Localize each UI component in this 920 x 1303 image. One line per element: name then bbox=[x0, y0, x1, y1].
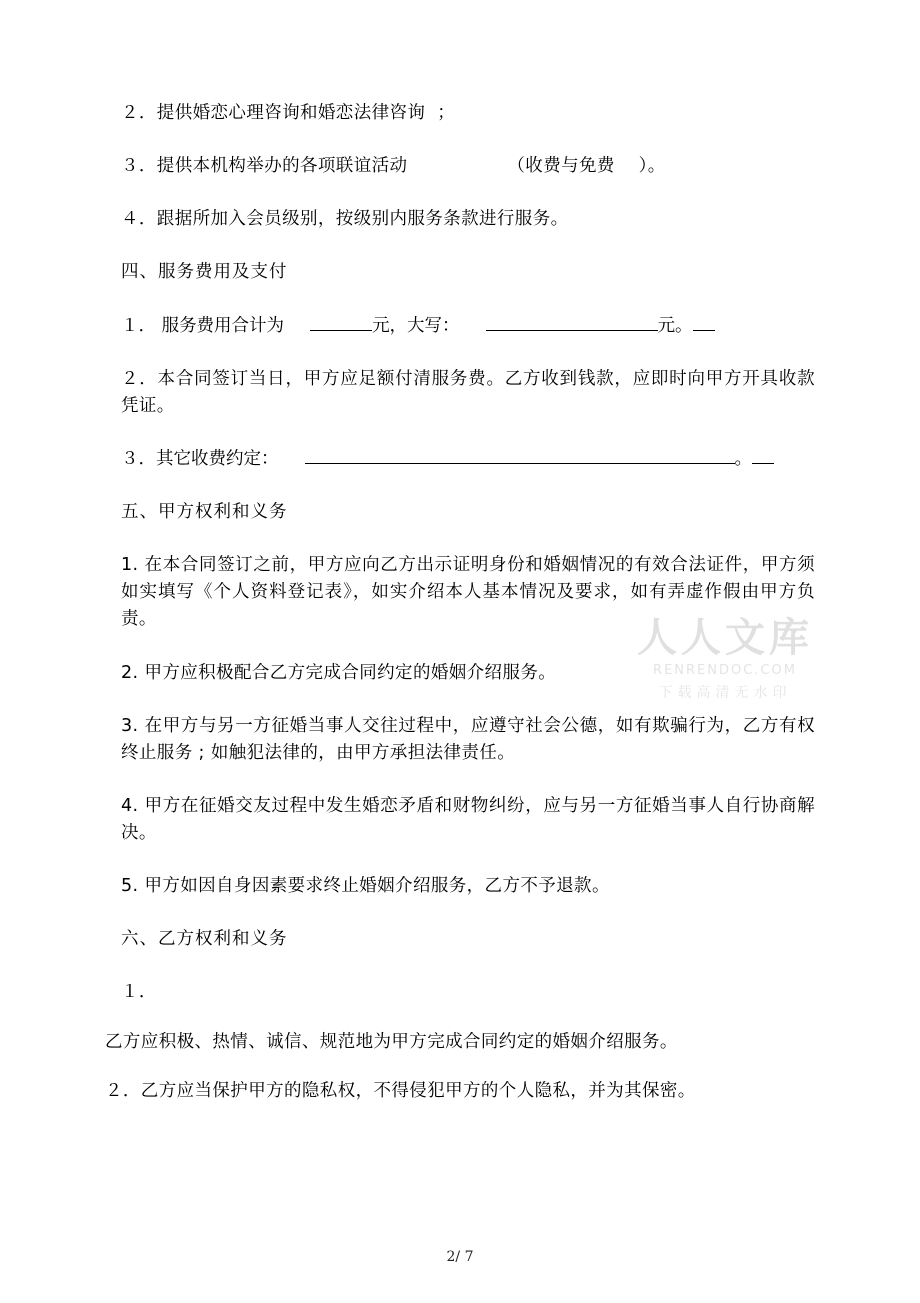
paragraph-party-b-2: ２．乙方应当保护甲方的隐私权，不得侵犯甲方的个人隐私，并为其保密。 bbox=[105, 1080, 696, 1101]
paragraph-item-4-service: ４．跟据所加入会员级别，按级别内服务条款进行服务。 bbox=[121, 209, 569, 230]
section-five-heading: 五、甲方权利和义务 bbox=[121, 502, 288, 522]
fee-line-prefix: １． 服务费用合计为 bbox=[121, 315, 285, 336]
paragraph-party-a-2: 2. 甲方应积极配合乙方完成合同约定的婚姻介绍服务。 bbox=[121, 662, 557, 683]
watermark-main-text: 人人文库 bbox=[637, 614, 813, 661]
paragraph-party-b-1-number: １． bbox=[121, 982, 157, 1003]
page-footer bbox=[0, 1249, 920, 1265]
fee-line-mid: 元，大写： bbox=[372, 315, 460, 336]
watermark-domain-text: RENRENDOC.COM bbox=[653, 663, 797, 678]
watermark-tagline-text: 下载高清无水印 bbox=[658, 685, 792, 701]
paragraph-item-3-service-head: ３．提供本机构举办的各项联谊活动 bbox=[121, 156, 408, 177]
other-fee-prefix: ３．其它收费约定： bbox=[121, 448, 279, 469]
other-fee-suffix: 。 bbox=[734, 448, 752, 469]
paragraph-party-a-3: 3. 在甲方与另一方征婚当事人交往过程中，应遵守社会公德，如有欺骗行为，乙方有权终止服务 ; 如触犯法律的，由甲方承担法律责任。 bbox=[121, 715, 815, 763]
fee-amount-words-blank[interactable] bbox=[486, 314, 658, 331]
fee-total-line bbox=[105, 313, 815, 340]
other-fee-trailing-blank[interactable] bbox=[752, 447, 774, 464]
other-fee-line bbox=[105, 446, 815, 473]
section-four-heading: 四、服务费用及支付 bbox=[121, 262, 288, 283]
page-number: 2/ 7 bbox=[446, 1249, 474, 1265]
paragraph-party-a-1: 1. 在本合同签订之前，甲方应向乙方出示证明身份和婚姻情况的有效合法证件，甲方须如实填写《个人资料登记表》，如实介绍本人基本情况及要求，如有弄虚作假由甲方负责。 bbox=[121, 555, 815, 630]
fee-amount-blank[interactable] bbox=[310, 314, 372, 331]
paragraph-item-3-service bbox=[105, 153, 815, 180]
paragraph-item-2-payment: ２．本合同签订当日，甲方应足额付清服务费。乙方收到钱款，应即时向甲方开具收款凭证。 bbox=[121, 368, 815, 416]
other-fee-blank[interactable] bbox=[305, 447, 735, 464]
paragraph-party-b-1-text: 乙方应积极、热情、诚信、规范地为甲方完成合同约定的婚姻介绍服务。 bbox=[105, 1031, 678, 1052]
paragraph-item-2-service: ２．提供婚恋心理咨询和婚恋法律咨询 ； bbox=[121, 103, 456, 123]
fee-line-suffix: 元。 bbox=[657, 315, 693, 336]
fee-trailing-blank[interactable] bbox=[693, 314, 715, 331]
paragraph-item-3-service-tail: （收费与免费 ）。 bbox=[507, 156, 666, 177]
section-six-heading: 六、乙方权利和义务 bbox=[121, 929, 288, 950]
paragraph-party-a-5: 5. 甲方如因自身因素要求终止婚姻介绍服务，乙方不予退款。 bbox=[121, 876, 610, 897]
paragraph-party-a-4: 4. 甲方在征婚交友过程中发生婚恋矛盾和财物纠纷，应与另一方征婚当事人自行协商解决。 bbox=[121, 795, 815, 843]
